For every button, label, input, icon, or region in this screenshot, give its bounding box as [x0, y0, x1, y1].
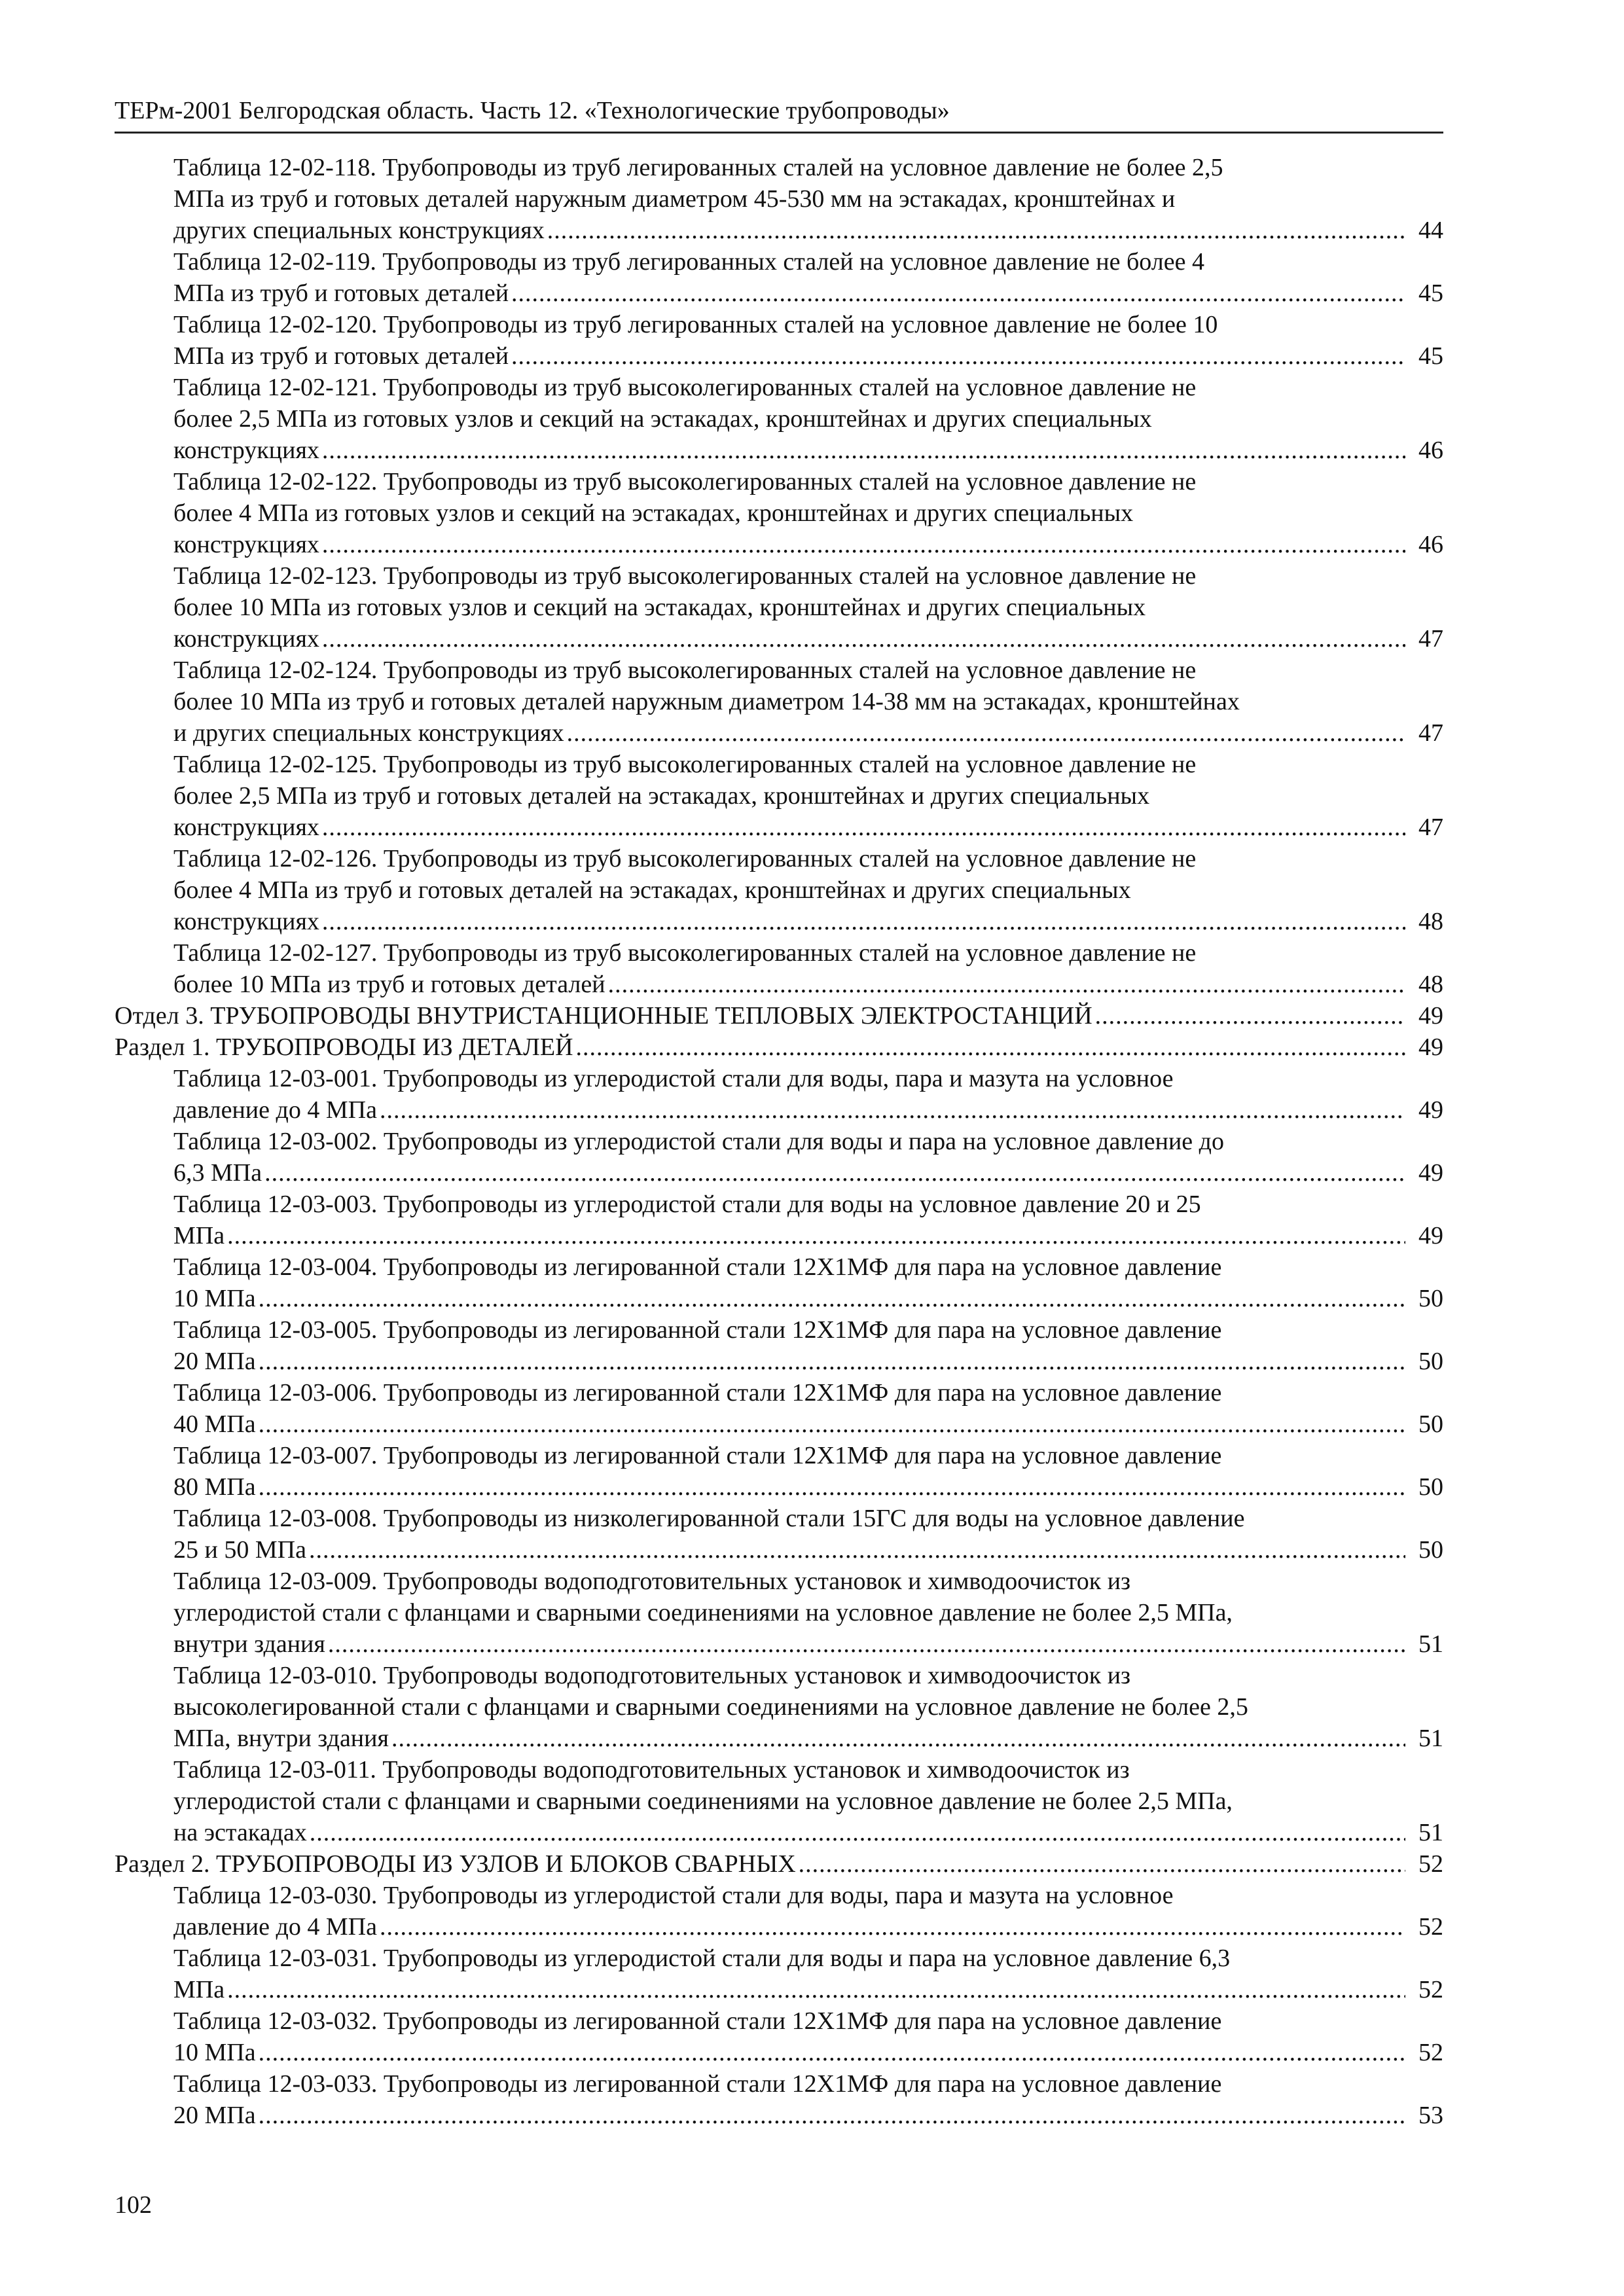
toc-entry-last-line — [173, 1283, 1443, 1314]
dot-leader — [608, 969, 1405, 1000]
toc-entry-line: Таблица 12-02-122. Трубопроводы из труб высоколегированных сталей на условное давление не — [173, 468, 1197, 495]
toc-entry-last-line — [173, 340, 1443, 372]
toc-entry-last-line — [173, 906, 1443, 937]
page-header — [115, 95, 1443, 134]
toc-table-entry[interactable] — [115, 1377, 1443, 1440]
toc-entry-line: на эстакадах — [173, 1819, 307, 1846]
toc-entry-line: более 2,5 МПа из труб и готовых деталей на эстакадах, кронштейнах и других специальных — [173, 782, 1150, 810]
dot-leader — [328, 1628, 1405, 1660]
toc-entry-last-line — [173, 969, 1443, 1000]
toc-entry-line: других специальных конструкциях — [173, 217, 545, 244]
dot-leader — [380, 1911, 1405, 1943]
toc-entry-last-line — [173, 215, 1443, 246]
dot-leader — [310, 1817, 1405, 1848]
toc-entry-line: конструкциях — [173, 625, 319, 653]
toc-page-number: 52 — [1418, 1913, 1443, 1941]
toc-entry-line: углеродистой стали с фланцами и сварными соединениями на условное давление не более 2,5 МПа, — [173, 1599, 1233, 1626]
dot-leader — [1095, 1000, 1405, 1031]
toc-page-number: 46 — [1418, 437, 1443, 464]
toc-entry-last-line — [173, 1408, 1443, 1440]
toc-entry-last-line — [173, 1911, 1443, 1943]
toc-page-number: 47 — [1418, 625, 1443, 653]
dot-leader — [322, 435, 1405, 466]
toc-entry-last-line — [173, 1220, 1443, 1251]
dot-leader — [380, 1094, 1405, 1126]
toc-page-number: 47 — [1418, 719, 1443, 747]
toc-page-number: 52 — [1418, 2039, 1443, 2066]
dot-leader — [259, 1471, 1405, 1503]
toc-page-number: 49 — [1418, 1159, 1443, 1187]
toc-page-number: 52 — [1418, 1850, 1443, 1878]
toc-entry-line: конструкциях — [173, 531, 319, 558]
toc-table-entry[interactable] — [115, 1126, 1443, 1189]
toc-page-number: 48 — [1418, 908, 1443, 935]
toc-entry-line: и других специальных конструкциях — [173, 719, 564, 747]
toc-entry-last-line — [173, 1723, 1443, 1754]
toc-entry-last-line — [173, 435, 1443, 466]
toc-section-entry[interactable] — [115, 1031, 1443, 1063]
toc-page-number: 50 — [1418, 1536, 1443, 1564]
toc-entry-line: Таблица 12-02-127. Трубопроводы из труб высоколегированных сталей на условное давление не — [173, 939, 1197, 967]
dot-leader — [264, 1157, 1405, 1189]
dot-leader — [322, 623, 1405, 655]
toc-entry-line: Раздел 1. ТРУБОПРОВОДЫ ИЗ ДЕТАЛЕЙ — [115, 1033, 573, 1061]
toc-entry-line: Отдел 3. ТРУБОПРОВОДЫ ВНУТРИСТАНЦИОННЫЕ ТЕПЛОВЫХ ЭЛЕКТРОСТАНЦИЙ — [115, 1002, 1092, 1030]
toc-entry-line: 40 МПа — [173, 1410, 256, 1438]
toc-entry-last-line — [173, 1974, 1443, 2005]
toc-entry-last-line — [173, 1157, 1443, 1189]
toc-table-entry[interactable] — [115, 1314, 1443, 1377]
dot-leader — [567, 717, 1405, 749]
toc-table-entry[interactable] — [115, 1660, 1443, 1754]
toc-table-entry[interactable] — [115, 655, 1443, 749]
header-title: ТЕРм-2001 Белгородская область. Часть 12. «Технологические трубопроводы» — [115, 97, 950, 124]
toc-table-entry[interactable] — [115, 560, 1443, 655]
toc-entry-line: давление до 4 МПа — [173, 1913, 377, 1941]
toc-entry-line: МПа — [173, 1222, 225, 1249]
dot-leader — [322, 812, 1405, 843]
toc-entry-line: более 10 МПа из труб и готовых деталей наружным диаметром 14-38 мм на эстакадах, кронштейнах — [173, 688, 1240, 715]
toc-page-number: 53 — [1418, 2102, 1443, 2129]
toc-entry-line: Таблица 12-03-033. Трубопроводы из легированной стали 12Х1МФ для пара на условное давление — [173, 2070, 1222, 2098]
toc-entry-line: МПа из труб и готовых деталей наружным диаметром 45-530 мм на эстакадах, кронштейнах и — [173, 185, 1176, 213]
dot-leader — [259, 2100, 1405, 2131]
toc-table-entry[interactable] — [115, 246, 1443, 309]
toc-table-entry[interactable] — [115, 1566, 1443, 1660]
toc-entry-line: 10 МПа — [173, 1285, 256, 1312]
toc-table-entry[interactable] — [115, 372, 1443, 466]
toc-entry-line: более 10 МПа из труб и готовых деталей — [173, 971, 605, 998]
toc-entry-line: 10 МПа — [173, 2039, 256, 2066]
dot-leader — [259, 1408, 1405, 1440]
toc-page-number: 52 — [1418, 1976, 1443, 2003]
toc-entry-line: 80 МПа — [173, 1473, 256, 1501]
dot-leader — [511, 278, 1405, 309]
toc-entry-line: Таблица 12-03-004. Трубопроводы из легированной стали 12Х1МФ для пара на условное давление — [173, 1253, 1222, 1281]
toc-page-number: 50 — [1418, 1473, 1443, 1501]
toc-table-entry[interactable] — [115, 843, 1443, 937]
toc-table-entry[interactable] — [115, 2005, 1443, 2068]
toc-entry-line: высоколегированной стали с фланцами и сварными соединениями на условное давление не более 2,5 — [173, 1693, 1248, 1721]
dot-leader — [259, 1283, 1405, 1314]
dot-leader — [227, 1220, 1405, 1251]
toc-entry-line: более 10 МПа из готовых узлов и секций на эстакадах, кронштейнах и других специальных — [173, 594, 1146, 621]
toc-entry-line: давление до 4 МПа — [173, 1096, 377, 1124]
toc-entry-line: Таблица 12-03-003. Трубопроводы из углеродистой стали для воды на условное давление 20 и 25 — [173, 1191, 1201, 1218]
toc-entry-line: Таблица 12-02-125. Трубопроводы из труб высоколегированных сталей на условное давление не — [173, 751, 1197, 778]
dot-leader — [259, 1346, 1405, 1377]
toc-page-number: 50 — [1418, 1285, 1443, 1312]
toc-table-entry[interactable] — [115, 1503, 1443, 1566]
toc-entry-line: внутри здания — [173, 1630, 325, 1658]
toc-entry-line: Таблица 12-03-006. Трубопроводы из легированной стали 12Х1МФ для пара на условное давление — [173, 1379, 1222, 1407]
toc-page-number: 45 — [1418, 342, 1443, 370]
toc-entry-line: Таблица 12-03-031. Трубопроводы из углеродистой стали для воды и пара на условное давление 6,3 — [173, 1945, 1231, 1972]
toc-entry-line: Таблица 12-02-120. Трубопроводы из труб легированных сталей на условное давление не более 10 — [173, 311, 1218, 338]
toc-page-number: 45 — [1418, 279, 1443, 307]
toc-entry-line: МПа из труб и готовых деталей — [173, 279, 509, 307]
toc-entry-line: Таблица 12-03-030. Трубопроводы из углеродистой стали для воды, пара и мазута на условное — [173, 1882, 1174, 1909]
toc-table-entry[interactable] — [115, 1943, 1443, 2005]
toc-entry-last-line — [173, 1094, 1443, 1126]
toc-entry-line: углеродистой стали с фланцами и сварными соединениями на условное давление не более 2,5 МПа, — [173, 1787, 1233, 1815]
toc-entry-line: 20 МПа — [173, 1348, 256, 1375]
dot-leader — [309, 1534, 1405, 1566]
toc-entry-line: Таблица 12-03-002. Трубопроводы из углеродистой стали для воды и пара на условное давление до — [173, 1128, 1224, 1155]
toc-table-entry[interactable] — [115, 749, 1443, 843]
toc-entry-last-line — [173, 717, 1443, 749]
toc-entry-line: Таблица 12-02-118. Трубопроводы из труб легированных сталей на условное давление не более 2,5 — [173, 154, 1223, 181]
toc-entry-line: Таблица 12-03-009. Трубопроводы водоподготовительных установок и химводоочисток из — [173, 1568, 1131, 1595]
toc-table-entry[interactable] — [115, 2068, 1443, 2131]
toc-entry-line: более 4 МПа из готовых узлов и секций на эстакадах, кронштейнах и других специальных — [173, 499, 1134, 527]
table-of-contents — [115, 152, 1443, 2131]
toc-page-number: 51 — [1418, 1630, 1443, 1658]
toc-page-number: 49 — [1418, 1096, 1443, 1124]
toc-table-entry[interactable] — [115, 1251, 1443, 1314]
dot-leader — [547, 215, 1405, 246]
toc-entry-line: Таблица 12-03-008. Трубопроводы из низколегированной стали 15ГС для воды на условное давление — [173, 1505, 1245, 1532]
toc-section-entry[interactable] — [115, 1848, 1443, 1880]
toc-entry-line: Таблица 12-03-032. Трубопроводы из легированной стали 12Х1МФ для пара на условное давление — [173, 2007, 1222, 2035]
toc-entry-last-line — [173, 1534, 1443, 1566]
toc-entry-line: Таблица 12-02-121. Трубопроводы из труб высоколегированных сталей на условное давление не — [173, 374, 1197, 401]
toc-table-entry[interactable] — [115, 309, 1443, 372]
toc-page-number: 49 — [1418, 1002, 1443, 1030]
toc-entry-line: более 4 МПа из труб и готовых деталей на эстакадах, кронштейнах и других специальных — [173, 876, 1131, 904]
toc-entry-line: 6,3 МПа — [173, 1159, 262, 1187]
toc-entry-line: более 2,5 МПа из готовых узлов и секций на эстакадах, кронштейнах и других специальных — [173, 405, 1152, 433]
page-number: 102 — [115, 2191, 152, 2219]
toc-entry-line: Таблица 12-02-126. Трубопроводы из труб высоколегированных сталей на условное давление не — [173, 845, 1197, 872]
toc-entry-last-line — [173, 278, 1443, 309]
toc-entry-last-line — [173, 2100, 1443, 2131]
toc-entry-line: Раздел 2. ТРУБОПРОВОДЫ ИЗ УЗЛОВ И БЛОКОВ СВАРНЫХ — [115, 1850, 796, 1878]
toc-entry-line: Таблица 12-02-123. Трубопроводы из труб высоколегированных сталей на условное давление не — [173, 562, 1197, 590]
toc-table-entry[interactable] — [115, 1754, 1443, 1848]
toc-entry-line: Таблица 12-03-011. Трубопроводы водоподготовительных установок и химводоочисток из — [173, 1756, 1130, 1784]
toc-page-number: 46 — [1418, 531, 1443, 558]
toc-entry-line: 25 и 50 МПа — [173, 1536, 306, 1564]
toc-section-entry[interactable] — [115, 1000, 1443, 1031]
toc-entry-line: МПа из труб и готовых деталей — [173, 342, 509, 370]
toc-page-number: 49 — [1418, 1222, 1443, 1249]
toc-entry-last-line — [115, 1000, 1443, 1031]
toc-entry-line: Таблица 12-02-119. Трубопроводы из труб легированных сталей на условное давление не более 4 — [173, 248, 1204, 276]
dot-leader — [511, 340, 1405, 372]
toc-table-entry[interactable] — [115, 1189, 1443, 1251]
dot-leader — [227, 1974, 1405, 2005]
toc-entry-line: Таблица 12-03-005. Трубопроводы из легированной стали 12Х1МФ для пара на условное давление — [173, 1316, 1222, 1344]
toc-page-number: 44 — [1418, 217, 1443, 244]
toc-table-entry[interactable] — [115, 152, 1443, 246]
toc-entry-line: 20 МПа — [173, 2102, 256, 2129]
dot-leader — [391, 1723, 1405, 1754]
toc-page-number: 51 — [1418, 1819, 1443, 1846]
toc-entry-last-line — [115, 1031, 1443, 1063]
toc-entry-line: Таблица 12-02-124. Трубопроводы из труб высоколегированных сталей на условное давление не — [173, 656, 1197, 684]
toc-entry-last-line — [173, 2037, 1443, 2068]
toc-table-entry[interactable] — [115, 1440, 1443, 1503]
toc-entry-last-line — [173, 1346, 1443, 1377]
toc-page-number: 47 — [1418, 814, 1443, 841]
toc-entry-line: МПа — [173, 1976, 225, 2003]
toc-entry-line: Таблица 12-03-010. Трубопроводы водоподготовительных установок и химводоочисток из — [173, 1662, 1131, 1689]
toc-table-entry[interactable] — [115, 937, 1443, 1000]
toc-entry-line: Таблица 12-03-001. Трубопроводы из углеродистой стали для воды, пара и мазута на условное — [173, 1065, 1174, 1092]
toc-entry-last-line — [115, 1848, 1443, 1880]
toc-entry-line: конструкциях — [173, 814, 319, 841]
dot-leader — [576, 1031, 1405, 1063]
toc-entry-last-line — [173, 812, 1443, 843]
toc-entry-line: конструкциях — [173, 437, 319, 464]
toc-page-number: 50 — [1418, 1348, 1443, 1375]
dot-leader — [322, 906, 1405, 937]
toc-entry-last-line — [173, 529, 1443, 560]
toc-entry-line: Таблица 12-03-007. Трубопроводы из легированной стали 12Х1МФ для пара на условное давление — [173, 1442, 1222, 1469]
toc-entry-last-line — [173, 623, 1443, 655]
toc-table-entry[interactable] — [115, 466, 1443, 560]
toc-page-number: 49 — [1418, 1033, 1443, 1061]
dot-leader — [799, 1848, 1405, 1880]
toc-page-number: 50 — [1418, 1410, 1443, 1438]
toc-entry-last-line — [173, 1817, 1443, 1848]
toc-page-number: 51 — [1418, 1725, 1443, 1752]
toc-entry-last-line — [173, 1628, 1443, 1660]
toc-entry-line: конструкциях — [173, 908, 319, 935]
dot-leader — [259, 2037, 1405, 2068]
toc-entry-line: МПа, внутри здания — [173, 1725, 389, 1752]
toc-table-entry[interactable] — [115, 1880, 1443, 1943]
dot-leader — [322, 529, 1405, 560]
toc-table-entry[interactable] — [115, 1063, 1443, 1126]
toc-page-number: 48 — [1418, 971, 1443, 998]
toc-entry-last-line — [173, 1471, 1443, 1503]
